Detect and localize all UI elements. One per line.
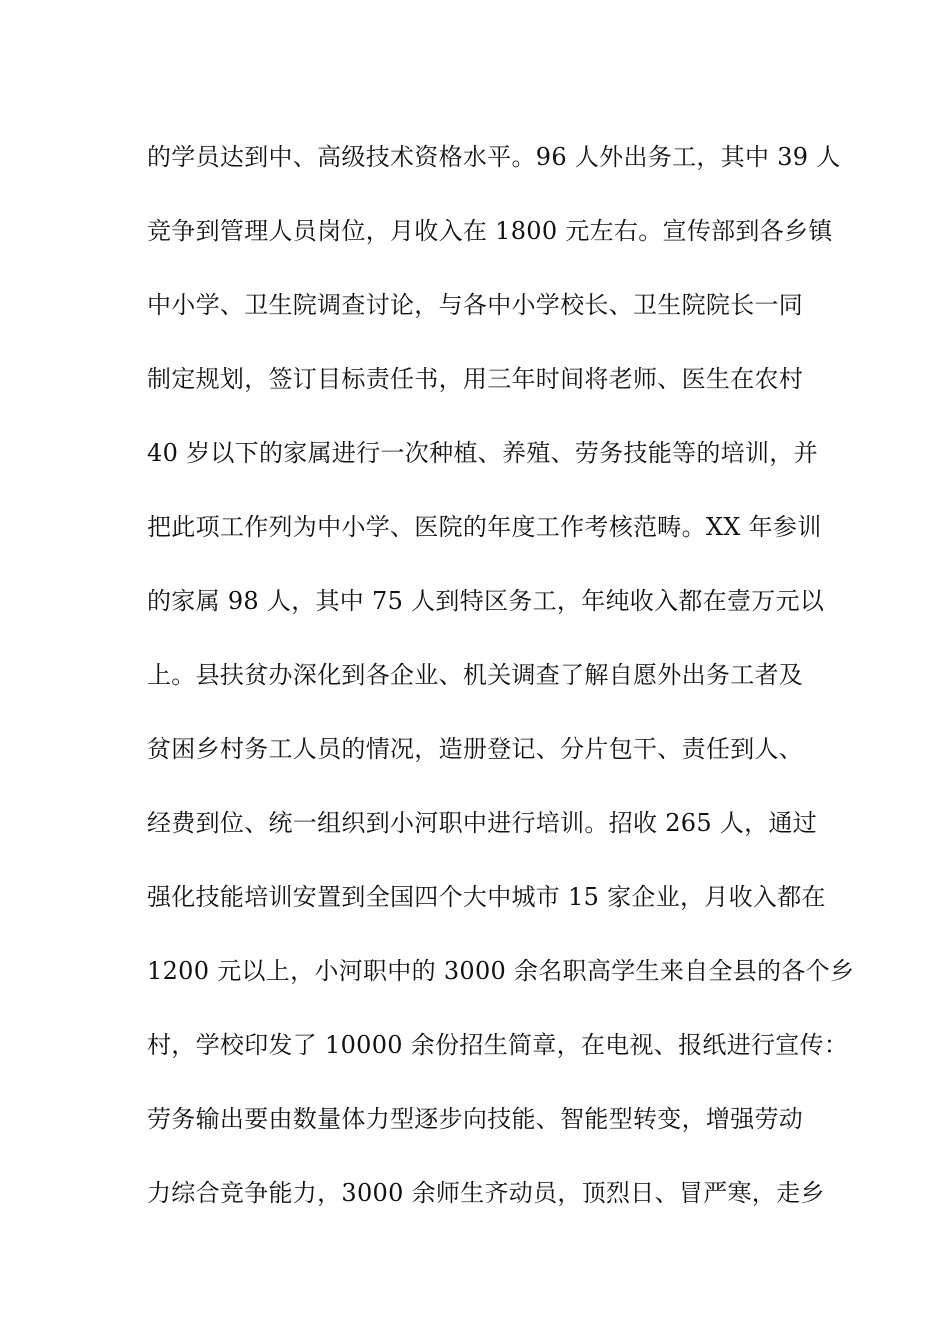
text-line-13: 村，学校印发了 10000 余份招生简章，在电视、报纸进行宣传： bbox=[147, 1031, 849, 1059]
text-line-9: 贫困乡村务工人员的情况，造册登记、分片包干、责任到人、 bbox=[147, 735, 804, 763]
text-line-11: 强化技能培训安置到全国四个大中城市 15 家企业，月收入都在 bbox=[147, 883, 826, 911]
text-line-4: 制定规划，签订目标责任书，用三年时间将老师、医生在农村 bbox=[147, 365, 804, 393]
text-line-7: 的家属 98 人，其中 75 人到特区务工，年纯收入都在壹万元以 bbox=[147, 587, 825, 615]
text-line-5: 40 岁以下的家属进行一次种植、养殖、劳务技能等的培训，并 bbox=[147, 439, 818, 467]
text-line-10: 经费到位、统一组织到小河职中进行培训。招收 265 人，通过 bbox=[147, 809, 818, 837]
text-line-14: 劳务输出要由数量体力型逐步向技能、智能型转变，增强劳动 bbox=[147, 1105, 804, 1133]
text-line-1: 的学员达到中、高级技术资格水平。96 人外出务工，其中 39 人 bbox=[147, 143, 841, 171]
text-line-6: 把此项工作列为中小学、医院的年度工作考核范畴。XX 年参训 bbox=[147, 513, 822, 541]
body-text bbox=[147, 130, 855, 1240]
text-line-15: 力综合竞争能力，3000 余师生齐动员，顶烈日、冒严寒，走乡 bbox=[147, 1179, 825, 1207]
text-line-3: 中小学、卫生院调查讨论，与各中小学校长、卫生院院长一同 bbox=[147, 291, 804, 319]
text-line-2: 竞争到管理人员岗位，月收入在 1800 元左右。宣传部到各乡镇 bbox=[147, 217, 833, 245]
text-line-8: 上。县扶贫办深化到各企业、机关调查了解自愿外出务工者及 bbox=[147, 661, 804, 689]
text-line-12: 1200 元以上，小河职中的 3000 余名职高学生来自全县的各个乡 bbox=[147, 957, 855, 985]
